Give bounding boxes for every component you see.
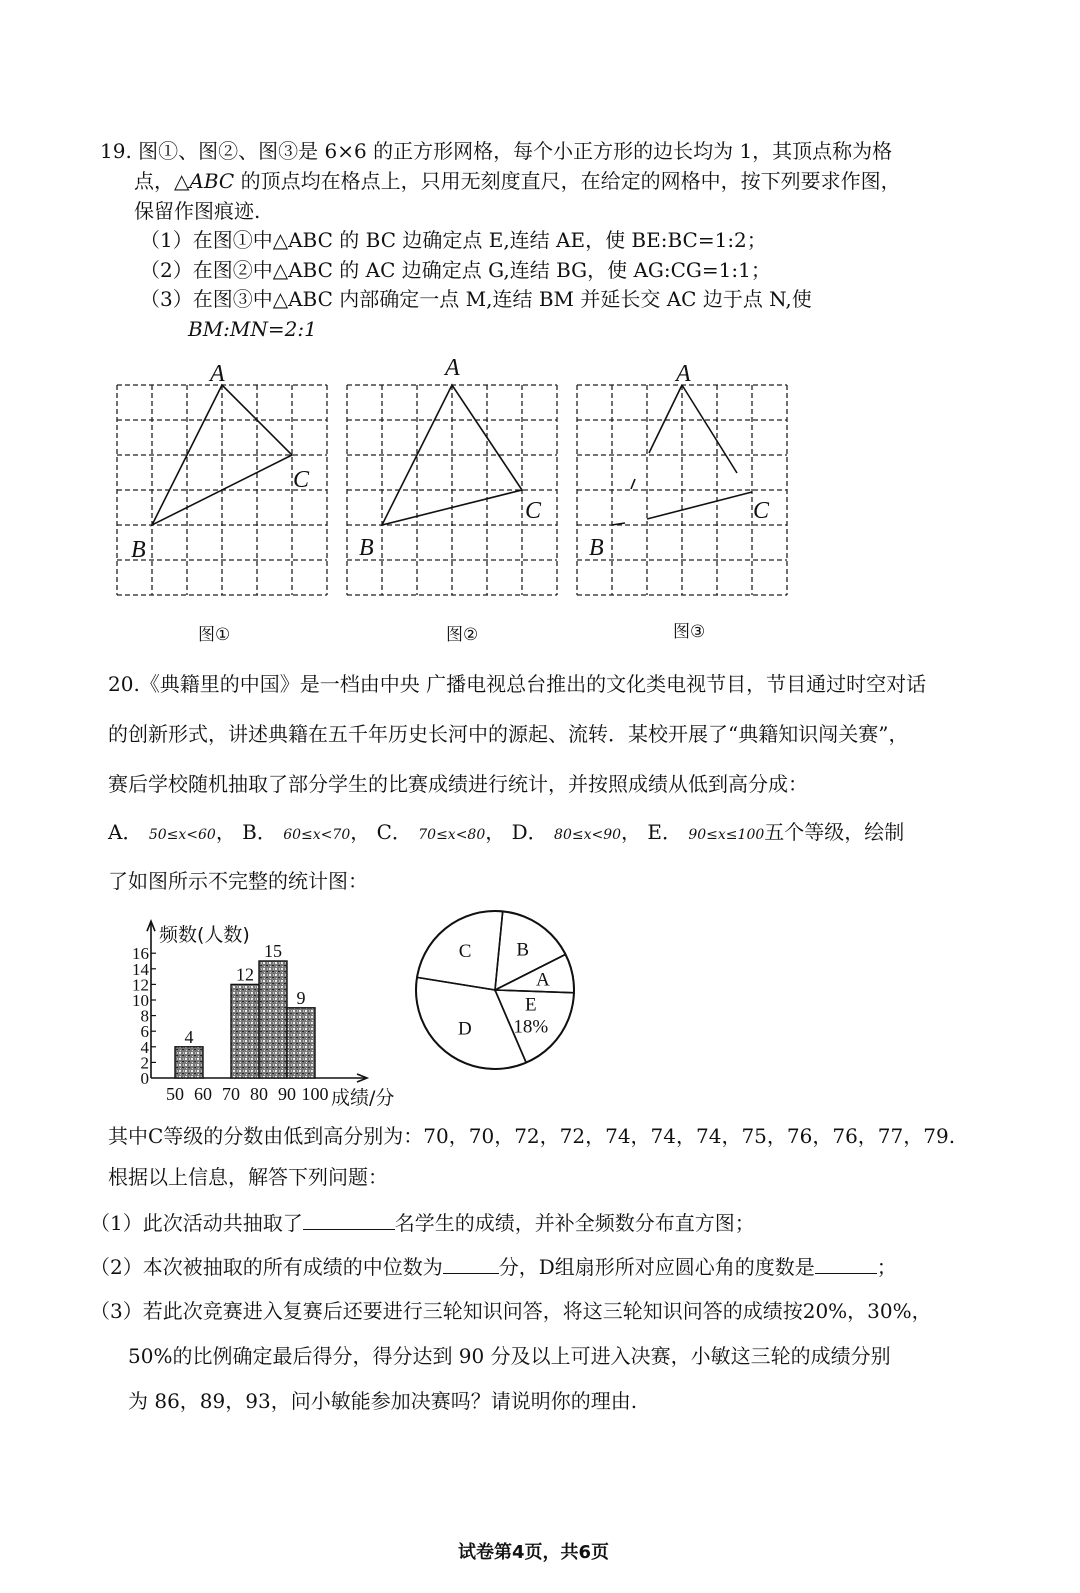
vertex-c-label: C (293, 467, 310, 493)
vertex-a-label: A (210, 361, 225, 387)
q19-intro-2c: 的顶点均在格点上，只用无刻度直尺，在给定的网格中，按下列要求作图， (234, 169, 901, 193)
grid-lines (577, 385, 787, 595)
q20-line-3: 赛后学校随机抽取了部分学生的比赛成绩进行统计，并按照成绩从低到高分成： (108, 772, 808, 796)
answer-blank-1[interactable] (303, 1209, 395, 1230)
bar-value-label: 12 (236, 964, 254, 985)
q20-part-2 (90, 1253, 897, 1281)
grades-tail: 五个等级，绘制 (764, 820, 905, 844)
grade-c-range: 70≤x<80 (418, 827, 486, 843)
x-tick-label: 70 (222, 1084, 240, 1104)
pie-slice-label: C (458, 941, 472, 963)
histogram-bar (231, 984, 259, 1078)
q20-line-1 (108, 670, 926, 698)
grade-e-letter: E． (647, 820, 682, 844)
q19-intro-2a: 点，△ (134, 169, 190, 193)
q19-part-2: （2）在图②中△ABC 的 AC 边确定点 G,连结 BG，使 AG:CG=1:1； (140, 258, 771, 282)
grid-lines (347, 385, 557, 595)
grade-e-range: 90≤x≤100 (688, 827, 765, 843)
y-tick-label: 16 (132, 944, 149, 964)
bar-value-label: 15 (264, 941, 282, 961)
q19-number: 19. (100, 139, 132, 163)
q20-number: 20. (108, 672, 140, 696)
q19-part-3-line-1: （3）在图③中△ABC 内部确定一点 M,连结 BM 并延长交 AC 边于点 N,使 (140, 287, 812, 311)
x-tick-label: 90 (278, 1084, 296, 1104)
y-tick-label: 4 (140, 1037, 149, 1057)
bar-value-label: 9 (296, 987, 306, 1008)
q20-part-1 (90, 1209, 755, 1237)
grade-b-range: 60≤x<70 (283, 827, 351, 843)
grid-figure-1 (115, 361, 327, 598)
answer-intro: 根据以上信息，解答下列问题： (108, 1165, 388, 1189)
x-tick-label: 60 (194, 1084, 212, 1104)
grade-d-range: 80≤x<90 (554, 827, 622, 843)
q20-part-3-line-3: 为 86，89，93，问小敏能参加决赛吗？请说明你的理由. (128, 1389, 638, 1413)
pie-slice-label: E (525, 994, 537, 1016)
grade-a-sep: ， (215, 820, 236, 844)
y-tick-label: 6 (140, 1022, 149, 1042)
figure-1-caption: 图① (198, 625, 231, 645)
grid-figure-2 (345, 355, 557, 598)
q20-part-3-line-2: 50%的比例确定最后得分，得分达到 90 分及以上可进入决赛，小敏这三轮的成绩分别 (128, 1344, 891, 1368)
histogram-bar (287, 1008, 315, 1078)
q20-part-1-b: 名学生的成绩，并补全频数分布直方图； (394, 1211, 755, 1235)
q19-intro-1: 图①、图②、图③是 6×6 的正方形网格，每个小正方形的边长均为 1，其顶点称为格 (138, 139, 893, 163)
vertex-c-label: C (753, 498, 770, 524)
q20-part-3-line-1: （3）若此次竞赛进入复赛后还要进行三轮知识问答，将这三轮知识问答的成绩按20%，30%， (90, 1299, 932, 1323)
figure-2-caption: 图② (446, 625, 479, 645)
x-tick-label: 50 (166, 1084, 184, 1104)
c-grade-scores: 其中C等级的分数由低到高分别为：70，70，72，72，74，74，74，75，76，76，77，79. (108, 1124, 956, 1148)
grade-b-sep: ， (350, 820, 371, 844)
q19-intro-2b: ABC (189, 169, 235, 193)
y-tick-label: 0 (140, 1069, 149, 1088)
q19-part-3-line-2: BM:MN=2:1 (188, 317, 317, 341)
histogram-bar (175, 1047, 203, 1078)
pie-slice-label: A (535, 969, 550, 991)
grade-c-letter: C． (376, 820, 412, 844)
q20-part-2-c: ； (876, 1255, 897, 1279)
q19-intro-line-3: 保留作图痕迹. (134, 199, 261, 223)
figure-3-caption: 图③ (673, 622, 706, 642)
page-footer: 试卷第4页，共6页 (458, 1542, 610, 1563)
vertex-b-label: B (131, 537, 146, 563)
q20-line-1-text: 《典籍里的中国》是一档由中央 广播电视总台推出的文化类电视节目，节目通过时空对话 (139, 672, 927, 696)
pie-slice-label: B (516, 939, 530, 961)
y-tick-label: 8 (140, 1006, 149, 1026)
grade-d-sep: ， (621, 820, 642, 844)
q20-part-2-a: （2）本次被抽取的所有成绩的中位数为 (90, 1255, 443, 1279)
y-axis-label: 频数(人数) (159, 924, 250, 947)
grade-a-range: 50≤x<60 (148, 827, 216, 843)
q20-line-5: 了如图所示不完整的统计图： (108, 869, 368, 893)
bar-value-label: 4 (184, 1026, 194, 1047)
vertex-b-label: B (359, 535, 374, 561)
grade-b-letter: B． (242, 820, 277, 844)
histogram-bar (259, 961, 287, 1078)
y-tick-label: 10 (132, 991, 149, 1010)
q19-intro-line-1 (100, 137, 892, 165)
grade-c-sep: ， (485, 820, 506, 844)
vertex-a-label: A (676, 361, 691, 387)
vertex-c-label: C (525, 498, 542, 524)
frequency-histogram (95, 878, 425, 1118)
q20-part-2-b: 分，D组扇形所对应圆心角的度数是 (498, 1255, 815, 1279)
x-tick-label: 100 (301, 1084, 329, 1104)
y-tick-label: 14 (132, 959, 149, 979)
pie-chart (405, 900, 585, 1080)
y-tick-label: 2 (140, 1053, 149, 1073)
vertex-a-label: A (445, 355, 460, 381)
q20-line-2: 的创新形式，讲述典籍在五千年历史长河中的源起、流转．某校开展了“典籍知识闯关赛”， (108, 722, 909, 746)
grade-a-letter: A． (108, 820, 143, 844)
pie-slice-percent: 18% (513, 1016, 549, 1038)
q19-part-1: （1）在图①中△ABC 的 BC 边确定点 E,连结 AE，使 BE:BC=1:2； (140, 228, 767, 252)
grade-d-letter: D． (511, 820, 548, 844)
q20-grades-line (108, 818, 904, 849)
grid-figure-3 (575, 361, 787, 598)
answer-blank-2[interactable] (443, 1253, 499, 1274)
q20-part-1-a: （1）此次活动共抽取了 (90, 1211, 303, 1235)
vertex-b-label: B (589, 535, 604, 561)
pie-slice-label: D (457, 1018, 472, 1040)
q19-intro-line-2 (134, 167, 901, 195)
x-axis-label: 成绩/分 (331, 1087, 395, 1109)
y-tick-label: 12 (132, 975, 149, 995)
answer-blank-3[interactable] (815, 1253, 877, 1274)
x-tick-label: 80 (250, 1084, 268, 1104)
